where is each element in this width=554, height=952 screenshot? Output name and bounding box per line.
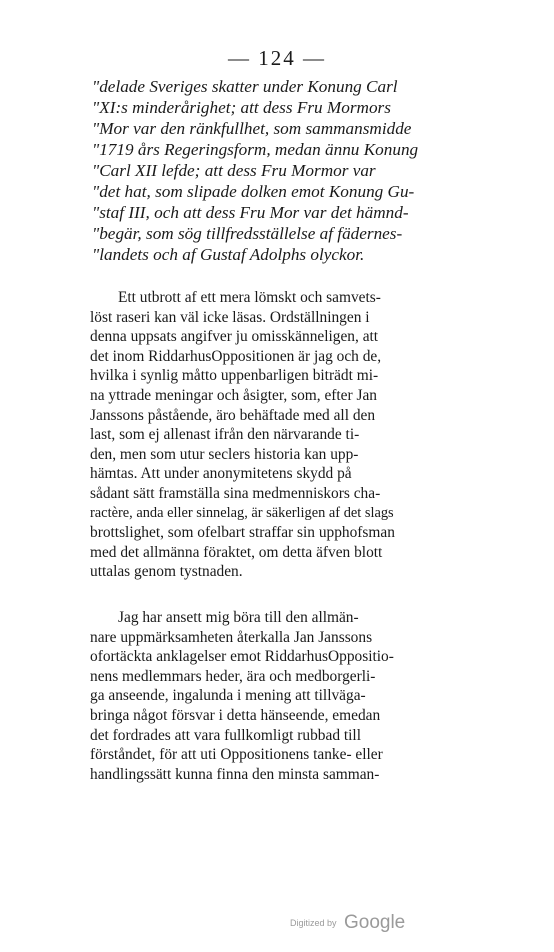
quote-line: "Carl XII lefde; att dess Fru Mormor var <box>92 161 376 180</box>
paragraph-line: na yttrade meningar och åsigter, som, efter Jan <box>90 386 377 404</box>
paragraph-line: nens medlemmars heder, ära och medborgerli- <box>90 667 376 685</box>
digitization-watermark <box>290 912 405 934</box>
paragraph-2 <box>90 608 518 784</box>
quote-line: "delade Sveriges skatter under Konung Carl <box>92 77 398 96</box>
quote-line: "staf III, och att dess Fru Mor var det hämnd- <box>92 203 409 222</box>
paragraph-line: brottslighet, som ofelbart straffar sin upphofsman <box>90 524 395 542</box>
paragraph-line: ga anseende, ingalunda i mening att tillväga- <box>90 687 366 705</box>
paragraph-line: bringa något försvar i detta hänseende, emedan <box>90 706 381 724</box>
paragraph-line: Ett utbrott af ett mera lömskt och samvets- <box>118 289 381 306</box>
paragraph-line: hämtas. Att under anonymitetens skydd på <box>90 465 352 483</box>
paragraph-line: last, som ej allenast ifrån den närvarande ti- <box>90 426 360 444</box>
paragraph-1 <box>90 288 518 582</box>
digitized-label: Digitized by <box>290 918 337 928</box>
quote-line: "landets och af Gustaf Adolphs olyckor. <box>92 245 365 264</box>
quote-line: "1719 års Regeringsform, medan ännu Konung <box>92 140 419 159</box>
paragraph-line: löst raseri kan väl icke läsas. Ordställningen i <box>90 308 370 326</box>
paragraph-line: denna uppsats angifver ju omisskänneligen, att <box>90 328 379 346</box>
paragraph-line: uttalas genom tystnaden. <box>90 563 243 581</box>
italic-quote-block <box>92 76 518 265</box>
paragraph-line: förståndet, för att uti Oppositionens tanke- eller <box>90 746 383 764</box>
paragraph-line: det inom RiddarhusOppositionen är jag och de, <box>90 347 382 365</box>
quote-line: "Mor var den ränkfullhet, som sammansmidde <box>92 119 412 138</box>
paragraph-line: med det allmänna föraktet, om detta äfven blott <box>90 543 383 561</box>
paragraph-line: Jag har ansett mig böra till den allmän- <box>118 609 359 626</box>
paragraph-line: den, men som utur seclers historia kan upp- <box>90 445 359 463</box>
paragraph-line: Janssons påstående, äro behäftade med all den <box>90 406 376 424</box>
quote-line: "det hat, som slipade dolken emot Konung Gu- <box>92 182 415 201</box>
paragraph-line: handlingssätt kunna finna den minsta samman- <box>90 765 380 783</box>
quote-line: "begär, som sög tillfredsställelse af fädernes- <box>92 224 403 243</box>
paragraph-line: sådant sätt framställa sina medmenniskors cha- <box>90 484 381 502</box>
google-brand-text: Google <box>343 912 406 933</box>
paragraph-line: nare uppmärksamheten återkalla Jan Janssons <box>90 628 373 646</box>
paragraph-line: hvilka i synlig måtto uppenbarligen biträdt mi- <box>90 367 379 385</box>
page-number-header: — 124 — <box>228 46 326 70</box>
quote-line: "XI:s minderårighet; att dess Fru Mormors <box>92 98 391 117</box>
paragraph-line: ractère, anda eller sinnelag, är säkerligen af det slags <box>90 504 394 521</box>
paragraph-line: ofortäckta anklagelser emot RiddarhusOppositio- <box>90 648 394 666</box>
paragraph-line: det fordrades att vara fullkomligt rubbad till <box>90 726 361 744</box>
